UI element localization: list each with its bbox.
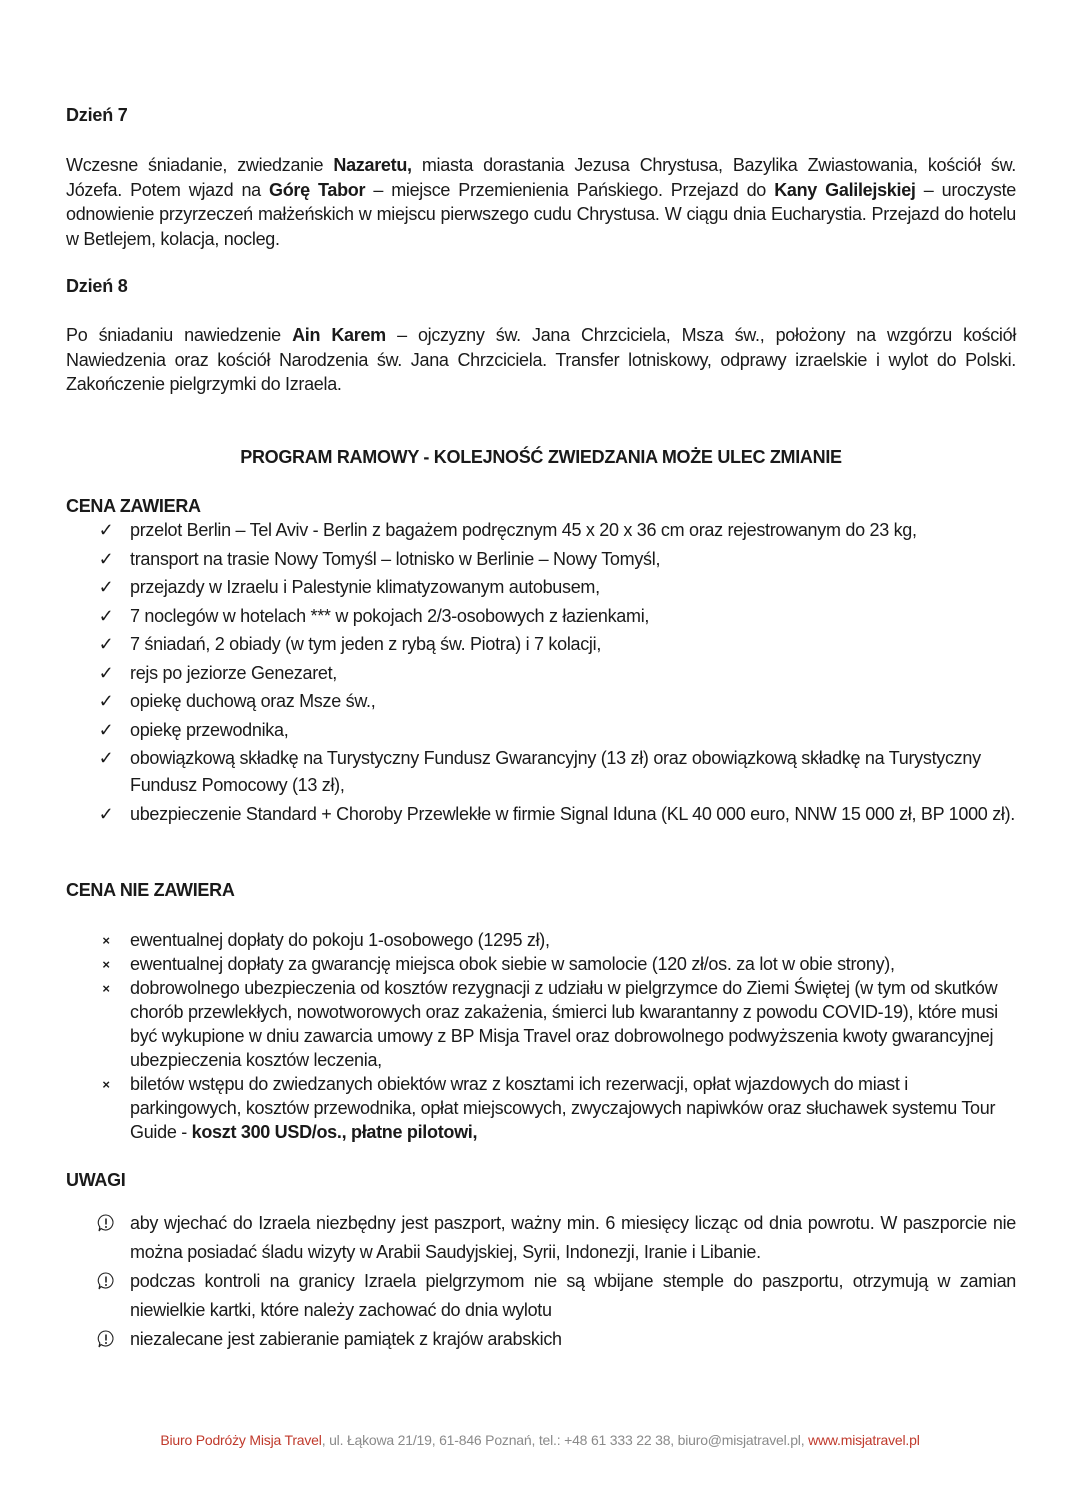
cross-icon: ×	[102, 1077, 110, 1092]
item-text: ewentualnej dopłaty za gwarancję miejsca obok siebie w samolocie (120 zł/os. za lot w obie strony),	[130, 954, 895, 974]
item-text: ewentualnej dopłaty do pokoju 1-osobowego (1295 zł),	[130, 930, 550, 950]
item-text: rejs po jeziorze Genezaret,	[130, 662, 338, 683]
list-item	[66, 660, 1016, 687]
footer	[0, 1432, 1080, 1448]
item-text: przelot Berlin – Tel Aviv - Berlin z bagażem podręcznym 45 x 20 x 36 cm oraz rejestrowanym do 23 kg,	[130, 520, 917, 540]
list-item	[66, 603, 1016, 630]
day7-paragraph	[66, 153, 1016, 251]
list-item	[66, 1267, 1016, 1325]
list-item	[66, 801, 1016, 828]
item-text: 7 noclegów w hotelach *** w pokojach 2/3-osobowych z łazienkami,	[130, 605, 650, 626]
day7-heading: Dzień 7	[66, 105, 128, 125]
place-name: Górę Tabor	[269, 179, 366, 200]
list-item	[66, 574, 1016, 601]
list-item	[66, 717, 1016, 744]
item-text: opiekę duchową oraz Msze św.,	[130, 691, 376, 711]
item-text: aby wjechać do Izraela niezbędny jest paszport, ważny min. 6 miesięcy licząc od dnia powrotu. W paszporcie nie można posiadać śladu wizyty w Arabii Saudyjskiej, Syrii, Indonezji, Iranie i Libanie.	[130, 1213, 1016, 1262]
cross-icon: ×	[102, 981, 110, 996]
text-segment: Po śniadaniu nawiedzenie	[66, 325, 293, 345]
text-segment: – uroczyste odnowienie przyrzeczeń małżeńskich w miejscu pierwszego cudu Chrystusa. W ciągu dnia Eucharystia. Przejazd do hotelu w Betlejem, kolacja, nocleg.	[66, 179, 1016, 249]
list-item	[66, 952, 1016, 976]
check-icon: ✓	[98, 520, 114, 540]
footer-website-link[interactable]: www.misjatravel.pl	[808, 1432, 920, 1448]
list-item	[66, 928, 1016, 952]
cross-icon: ×	[102, 957, 110, 972]
check-icon: ✓	[98, 803, 114, 824]
check-icon: ✓	[98, 691, 114, 711]
place-name: Ain Karem	[292, 325, 386, 345]
list-item	[66, 976, 1016, 1072]
text-segment: miasta dorastania Jezusa Chrystusa, Bazylika Zwiastowania, kościół św. Józefa. Potem wjazd na	[66, 155, 1016, 200]
warning-speech-bubble-icon	[96, 1329, 116, 1349]
list-item	[66, 745, 1016, 799]
cross-icon: ×	[102, 933, 110, 948]
text-segment: – miejsce Przemienienia Pańskiego. Przejazd do	[365, 179, 775, 200]
check-icon: ✓	[98, 548, 114, 569]
day8-paragraph	[66, 323, 1016, 397]
warning-speech-bubble-icon	[96, 1213, 116, 1233]
list-item	[66, 1209, 1016, 1267]
item-text: ubezpieczenie Standard + Choroby Przewlekłe w firmie Signal Iduna (KL 40 000 euro, NNW 15 000 zł, BP 1000 zł).	[130, 803, 1016, 824]
item-text: podczas kontroli na granicy Izraela pielgrzymom nie są wbijane stemple do paszportu, otrzymują w zamian niewielkie kartki, które należy zachować do dnia wylotu	[130, 1271, 1016, 1320]
item-text: dobrowolnego ubezpieczenia od kosztów rezygnacji z udziału w pielgrzymce do Ziemi Świętej (w tym od skutków chorób przewlekłych, nowotworowych oraz zakażenia, śmierci lub kwarantanny z powodu COVID-19), które musi być wykupione w dniu zawarcia umowy z BP Misja Travel oraz dobrowolnego podwyższenia kwoty gwarancyjnej ubezpieczenia kosztów leczenia,	[130, 978, 998, 1070]
item-bold-text: koszt 300 USD/os., płatne pilotowi,	[191, 1122, 478, 1142]
check-icon: ✓	[98, 605, 114, 626]
item-text: 7 śniadań, 2 obiady (w tym jeden z rybą św. Piotra) i 7 kolacji,	[130, 634, 602, 654]
place-name: Kany Galilejskiej	[774, 179, 916, 200]
list-item	[66, 546, 1016, 573]
excludes-heading: CENA NIE ZAWIERA	[66, 880, 235, 900]
check-icon: ✓	[98, 577, 114, 597]
item-text: przejazdy w Izraelu i Palestynie klimatyzowanym autobusem,	[130, 577, 600, 597]
text-segment: Wczesne śniadanie, zwiedzanie	[66, 155, 334, 175]
item-text: opiekę przewodnika,	[130, 719, 289, 740]
day8-heading: Dzień 8	[66, 276, 128, 296]
excludes-list	[66, 928, 1016, 1144]
item-text: niezalecane jest zabieranie pamiątek z krajów arabskich	[130, 1329, 562, 1349]
place-name: Nazaretu,	[333, 155, 412, 175]
check-icon: ✓	[98, 748, 114, 768]
list-item	[66, 631, 1016, 658]
item-text: transport na trasie Nowy Tomyśl – lotnisko w Berlinie – Nowy Tomyśl,	[130, 548, 661, 569]
warning-speech-bubble-icon	[96, 1271, 116, 1291]
footer-company: Biuro Podróży Misja Travel	[160, 1432, 322, 1448]
check-icon: ✓	[98, 662, 114, 683]
program-note-title: PROGRAM RAMOWY - KOLEJNOŚĆ ZWIEDZANIA MOŻE ULEC ZMIANIE	[240, 447, 842, 467]
notes-heading: UWAGI	[66, 1170, 126, 1190]
list-item	[66, 688, 1016, 715]
check-icon: ✓	[98, 719, 114, 740]
footer-address: , ul. Łąkowa 21/19, 61-846 Poznań, tel.: +48 61 333 22 38, biuro@misjatravel.pl,	[321, 1432, 809, 1448]
list-item	[66, 1325, 1016, 1354]
item-text: obowiązkową składkę na Turystyczny Fundusz Gwarancyjny (13 zł) oraz obowiązkową składkę na Turystyczny Fundusz Pomocowy (13 zł),	[130, 748, 981, 795]
list-item	[66, 1072, 1016, 1144]
notes-list	[66, 1209, 1016, 1354]
item-text: biletów wstępu do zwiedzanych obiektów wraz z kosztami ich rezerwacji, opłat wjazdowych do miast i parkingowych, kosztów przewodnika, opłat miejscowych, zwyczajowych napiwków oraz słuchawek systemu Tour Guide -	[130, 1074, 996, 1142]
list-item	[66, 517, 1016, 544]
text-segment: – ojczyzny św. Jana Chrzciciela, Msza św., położony na wzgórzu kościół Nawiedzenia oraz kościół Narodzenia św. Jana Chrzciciela. Transfer lotniskowy, odprawy izraelskie i wylot do Polski. Zakończenie pielgrzymki do Izraela.	[66, 325, 1017, 394]
includes-heading: CENA ZAWIERA	[66, 496, 201, 516]
includes-list	[66, 517, 1016, 829]
check-icon: ✓	[98, 634, 114, 654]
